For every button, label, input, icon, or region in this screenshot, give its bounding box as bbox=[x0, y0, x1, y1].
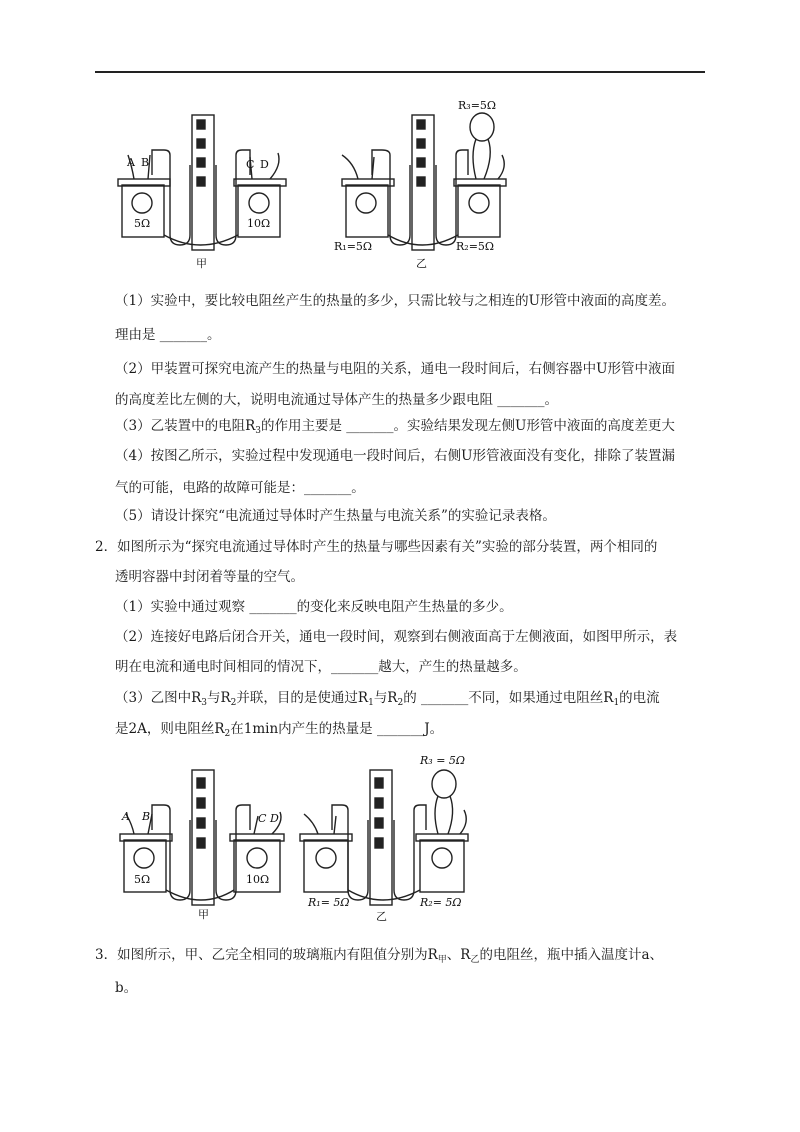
q1-part3-post: 的作用主要是 _______。实验结果发现左侧U形管中液面的高度差更大 bbox=[261, 418, 675, 434]
q2-p3-as5: 1 bbox=[613, 698, 620, 708]
q2-part2-line1: （2）连接好电路后闭合开关，通电一段时间，观察到右侧液面高于左侧液面，如图甲所示，表 bbox=[115, 629, 678, 645]
header-rule bbox=[95, 71, 705, 73]
q2-part3-line1 bbox=[115, 688, 660, 713]
q2-p3-as3: 1 bbox=[368, 698, 374, 708]
q2-p3-b1: 是2A，则电阻丝R bbox=[115, 721, 225, 737]
q1-part3-pre: （3）乙装置中的电阻R bbox=[115, 418, 256, 434]
figure-1-label-A: A bbox=[127, 156, 135, 169]
figure-1-r-left: 5Ω bbox=[134, 217, 151, 230]
q1-part1-line1: （1）实验中，要比较电阻丝产生的热量的多少，只需比较与之相连的U形管中液面的高度差。 bbox=[115, 293, 675, 309]
q2-p3-a4: 与R bbox=[373, 690, 398, 706]
q3-a1: 3．如图所示，甲、乙完全相同的玻璃瓶内有阻值分别为R bbox=[95, 947, 438, 963]
q3-stem-line2: b。 bbox=[115, 980, 138, 996]
q2-p3-as2: 2 bbox=[230, 698, 237, 708]
q2-part2-line2: 明在电流和通电时间相同的情况下，_______越大，产生的热量越多。 bbox=[115, 659, 527, 675]
q2-stem-line2: 透明容器中封闭着等量的空气。 bbox=[115, 569, 304, 585]
figure-1-r1-label: R₁=5Ω bbox=[334, 240, 373, 253]
figure-2-r-left: 5Ω bbox=[134, 873, 151, 886]
figure-2-r2-label: R₂= 5Ω bbox=[420, 896, 462, 909]
q1-part4-line1: （4）按图乙所示，实验过程中发现通电一段时间后，右侧U形管液面没有变化，排除了装置漏 bbox=[115, 448, 675, 464]
figure-2-label-A: A bbox=[122, 810, 130, 823]
figure-1-label-C: C bbox=[246, 158, 255, 171]
figure-1-svg bbox=[110, 95, 510, 275]
figure-1-caption-yi: 乙 bbox=[416, 257, 427, 270]
q2-part1: （1）实验中通过观察 _______的变化来反映电阻产生热量的多少。 bbox=[115, 599, 513, 615]
figure-2-r-right: 10Ω bbox=[246, 873, 270, 886]
figure-2-label-B: B bbox=[142, 810, 151, 823]
q1-part1-line2: 理由是 _______。 bbox=[115, 327, 221, 343]
q2-p3-a3: 并联，目的是使通过R bbox=[236, 690, 369, 706]
figure-1-yi bbox=[342, 113, 506, 250]
q3-as2: 乙 bbox=[470, 955, 480, 965]
q2-p3-a6: 的电流 bbox=[619, 690, 660, 706]
figure-2-label-C: C bbox=[258, 812, 267, 825]
q2-p3-a5: 的 _______不同，如果通过电阻丝R bbox=[403, 690, 614, 706]
q1-part4-line2: 气的可能，电路的故障可能是：_______。 bbox=[115, 480, 365, 496]
figure-1-r-right: 10Ω bbox=[247, 217, 271, 230]
q2-p3-as4: 2 bbox=[397, 698, 404, 708]
figure-2-svg bbox=[108, 748, 508, 928]
figure-1-label-B: B bbox=[141, 156, 150, 169]
figure-1-r2-label: R₂=5Ω bbox=[456, 240, 495, 253]
q1-part2-line1: （2）甲装置可探究电流产生的热量与电阻的关系，通电一段时间后，右侧容器中U形管中液面 bbox=[115, 361, 675, 377]
figure-2-caption-jia: 甲 bbox=[198, 908, 209, 921]
q1-part3 bbox=[115, 416, 675, 441]
q2-p3-a1: （3）乙图中R bbox=[115, 690, 202, 706]
figure-1-label-D: D bbox=[260, 158, 269, 171]
q2-p3-as1: 3 bbox=[201, 698, 207, 708]
q3-stem-line1 bbox=[95, 945, 663, 970]
q1-part2-line2: 的高度差比左侧的大，说明电流通过导体产生的热量多少跟电阻 _______。 bbox=[115, 392, 559, 408]
figure-1-r3-label: R₃=5Ω bbox=[458, 99, 497, 112]
q2-stem-line1: 2．如图所示为“探究电流通过导体时产生的热量与哪些因素有关”实验的部分装置，两个相同的 bbox=[95, 539, 658, 555]
figure-2-r3-label: R₃ = 5Ω bbox=[420, 754, 466, 767]
figure-2-r1-label: R₁= 5Ω bbox=[308, 896, 350, 909]
q3-as1: 甲 bbox=[437, 955, 447, 965]
q3-a3: 的电阻丝，瓶中插入温度计a、 bbox=[479, 947, 664, 963]
figure-1-apparatus bbox=[110, 95, 510, 275]
figure-1-caption-jia: 甲 bbox=[196, 257, 207, 270]
q2-p3-bs1: 2 bbox=[224, 729, 231, 739]
figure-2-label-D: D bbox=[270, 812, 279, 825]
q1-part5: （5）请设计探究“电流通过导体时产生热量与电流关系”的实验记录表格。 bbox=[115, 508, 556, 524]
figure-2-apparatus bbox=[108, 748, 508, 928]
q2-p3-a2: 与R bbox=[207, 690, 231, 706]
q2-p3-b2: 在1min内产生的热量是 _______J。 bbox=[230, 721, 444, 737]
figure-2-yi bbox=[300, 770, 468, 905]
q1-part3-sub: 3 bbox=[255, 426, 261, 436]
q3-a2: 、R bbox=[446, 947, 471, 963]
figure-2-caption-yi: 乙 bbox=[376, 910, 387, 923]
q2-part3-line2 bbox=[115, 719, 443, 744]
